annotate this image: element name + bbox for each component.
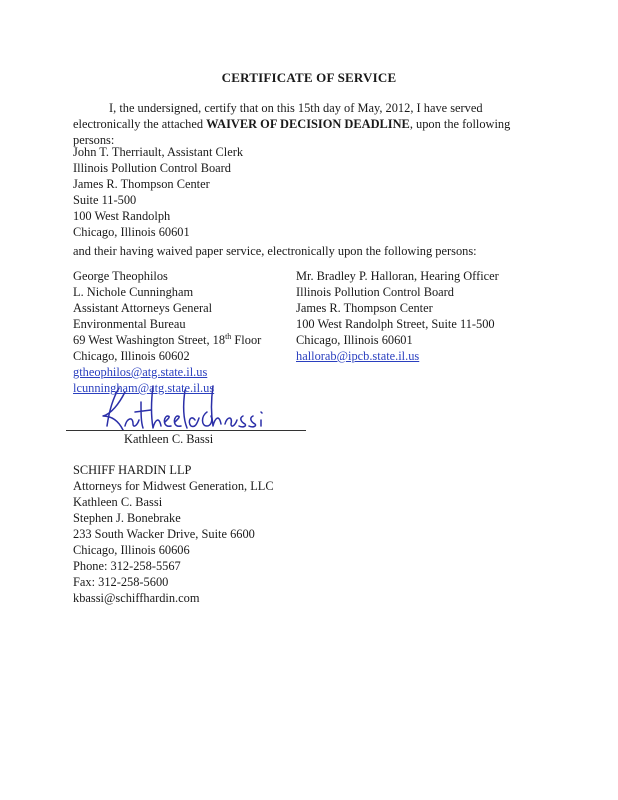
recipient-line: 100 West Randolph	[73, 209, 171, 223]
left-contact-line: George Theophilos	[73, 269, 168, 283]
right-contact-block	[296, 268, 499, 364]
firm-block	[73, 462, 274, 606]
email-link-halloran[interactable]: hallorab@ipcb.state.il.us	[296, 349, 420, 363]
firm-phone: Phone: 312-258-5567	[73, 559, 181, 573]
waived-statement	[73, 243, 477, 259]
recipient-line: Illinois Pollution Control Board	[73, 161, 231, 175]
recipient-line: John T. Therriault, Assistant Clerk	[73, 145, 244, 159]
address-superscript: th	[225, 331, 232, 341]
right-contact-line: Mr. Bradley P. Halloran, Hearing Officer	[296, 269, 499, 283]
right-contact-line: Chicago, Illinois 60601	[296, 333, 413, 347]
left-contact-line: Environmental Bureau	[73, 317, 186, 331]
left-contact-block	[73, 268, 261, 396]
right-contact-line: James R. Thompson Center	[296, 301, 433, 315]
recipient-address	[73, 144, 243, 240]
firm-line: Chicago, Illinois 60606	[73, 543, 190, 557]
firm-line: 233 South Wacker Drive, Suite 6600	[73, 527, 255, 541]
firm-email: kbassi@schiffhardin.com	[73, 591, 200, 605]
waived-text: and their having waived paper service, electronically upon the following persons:	[73, 244, 477, 258]
recipient-line: Suite 11-500	[73, 193, 137, 207]
firm-line: Attorneys for Midwest Generation, LLC	[73, 479, 274, 493]
address-suffix: Floor	[231, 333, 262, 347]
email-link-cunningham[interactable]: lcunningham@atg.state.il.us	[73, 381, 215, 395]
firm-line: Kathleen C. Bassi	[73, 495, 163, 509]
firm-line: SCHIFF HARDIN LLP	[73, 463, 192, 477]
intro-text-2: , upon the following persons:	[73, 117, 511, 147]
intro-paragraph	[73, 100, 553, 148]
right-contact-line: Illinois Pollution Control Board	[296, 285, 454, 299]
left-contact-city: Chicago, Illinois 60602	[73, 349, 190, 363]
signer-printed-name: Kathleen C. Bassi	[124, 432, 214, 446]
address-prefix: 69 West Washington Street, 18	[73, 333, 226, 347]
firm-line: Stephen J. Bonebrake	[73, 511, 181, 525]
left-contact-line: Assistant Attorneys General	[73, 301, 213, 315]
intro-text-1: I, the undersigned, certify that on this 15th day of May, 2012, I have served electronically the attached	[73, 101, 483, 131]
recipient-line: Chicago, Illinois 60601	[73, 225, 190, 239]
recipient-line: James R. Thompson Center	[73, 177, 210, 191]
left-contact-line: L. Nichole Cunningham	[73, 285, 194, 299]
right-contact-line: 100 West Randolph Street, Suite 11-500	[296, 317, 495, 331]
page-title: CERTIFICATE OF SERVICE	[221, 70, 397, 85]
left-contact-address	[73, 332, 261, 348]
firm-fax: Fax: 312-258-5600	[73, 575, 169, 589]
email-link-theophilos[interactable]: gtheophilos@atg.state.il.us	[73, 365, 208, 379]
document-name: WAIVER OF DECISION DEADLINE	[206, 117, 410, 131]
